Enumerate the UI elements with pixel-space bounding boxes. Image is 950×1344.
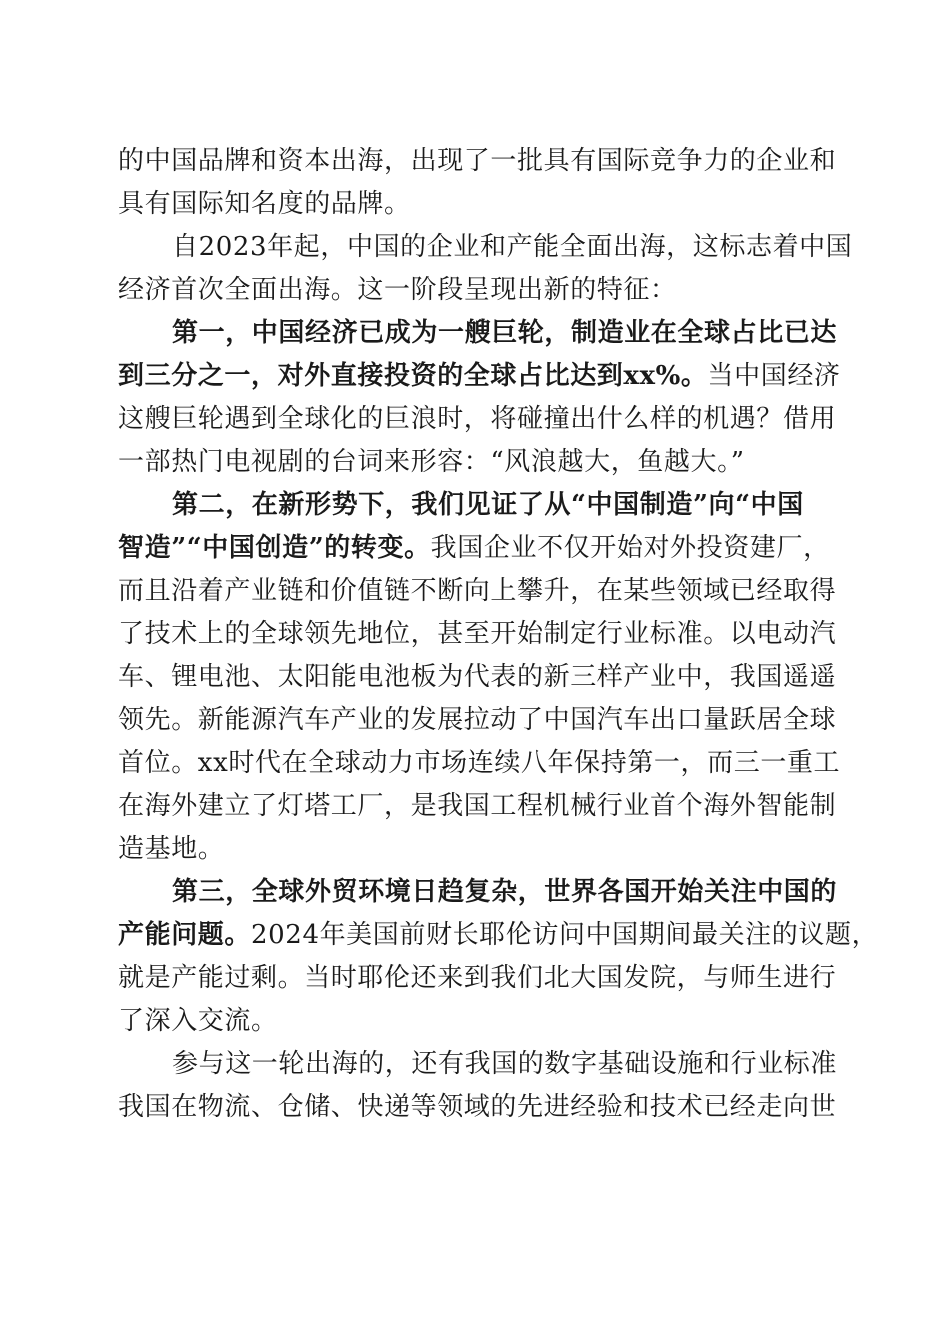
paragraph-3-line-4: 一部热门电视剧的台词来形容：“风浪越大，鱼越大。”	[118, 447, 745, 477]
paragraph-6-line-1: 参与这一轮出海的，还有我国的数字基础设施和行业标准	[172, 1049, 838, 1079]
paragraph-4-line-5: 车、锂电池、太阳能电池板为代表的新三样产业中，我国遥遥	[118, 662, 837, 692]
paragraph-3-line-2	[118, 355, 841, 398]
paragraph-4-line-2	[118, 527, 830, 570]
paragraph-2-line-1: 自2023年起，中国的企业和产能全面出海，这标志着中国	[172, 232, 853, 262]
paragraph-4-bold-tail: 智造”“中国创造”的转变。	[118, 533, 431, 563]
paragraph-1-line-1: 的中国品牌和资本出海，出现了一批具有国际竞争力的企业和	[118, 146, 837, 176]
paragraph-3-line-3: 这艘巨轮遇到全球化的巨浪时，将碰撞出什么样的机遇？借用	[118, 404, 837, 434]
paragraph-4-line-7: 首位。xx时代在全球动力市场连续八年保持第一，而三一重工	[118, 748, 841, 778]
paragraph-3-line-2-rest: 当中国经济	[707, 361, 841, 391]
paragraph-5-line-4: 了深入交流。	[118, 1006, 278, 1036]
document-body	[118, 140, 879, 1129]
paragraph-6-line-2: 我国在物流、仓储、快递等领域的先进经验和技术已经走向世	[118, 1092, 837, 1122]
paragraph-4-line-2-rest: 我国企业不仅开始对外投资建厂，	[430, 533, 830, 563]
paragraph-4-line-6: 领先。新能源汽车产业的发展拉动了中国汽车出口量跃居全球	[118, 705, 837, 735]
paragraph-4-line-3: 而且沿着产业链和价值链不断向上攀升，在某些领域已经取得	[118, 576, 837, 606]
paragraph-5-bold-tail: 产能问题。	[118, 920, 252, 950]
paragraph-4-line-9: 造基地。	[118, 834, 225, 864]
paragraph-4-line-8: 在海外建立了灯塔工厂，是我国工程机械行业首个海外智能制	[118, 791, 837, 821]
paragraph-4-line-1: 第二，在新形势下，我们见证了从“中国制造”向“中国	[172, 490, 804, 520]
paragraph-5-line-2	[118, 914, 879, 957]
paragraph-1-line-2: 具有国际知名度的品牌。	[118, 189, 411, 219]
paragraph-5-line-2-rest: 2024年美国前财长耶伦访问中国期间最关注的议题，	[251, 920, 879, 950]
paragraph-5-line-1: 第三，全球外贸环境日趋复杂，世界各国开始关注中国的	[172, 877, 838, 907]
paragraph-3-bold-tail: 到三分之一，对外直接投资的全球占比达到xx%。	[118, 361, 708, 391]
paragraph-3-line-1: 第一，中国经济已成为一艘巨轮，制造业在全球占比已达	[172, 318, 838, 348]
paragraph-2-line-2: 经济首次全面出海。这一阶段呈现出新的特征：	[118, 275, 677, 305]
paragraph-5-line-3: 就是产能过剩。当时耶伦还来到我们北大国发院，与师生进行	[118, 963, 837, 993]
paragraph-4-line-4: 了技术上的全球领先地位，甚至开始制定行业标准。以电动汽	[118, 619, 837, 649]
